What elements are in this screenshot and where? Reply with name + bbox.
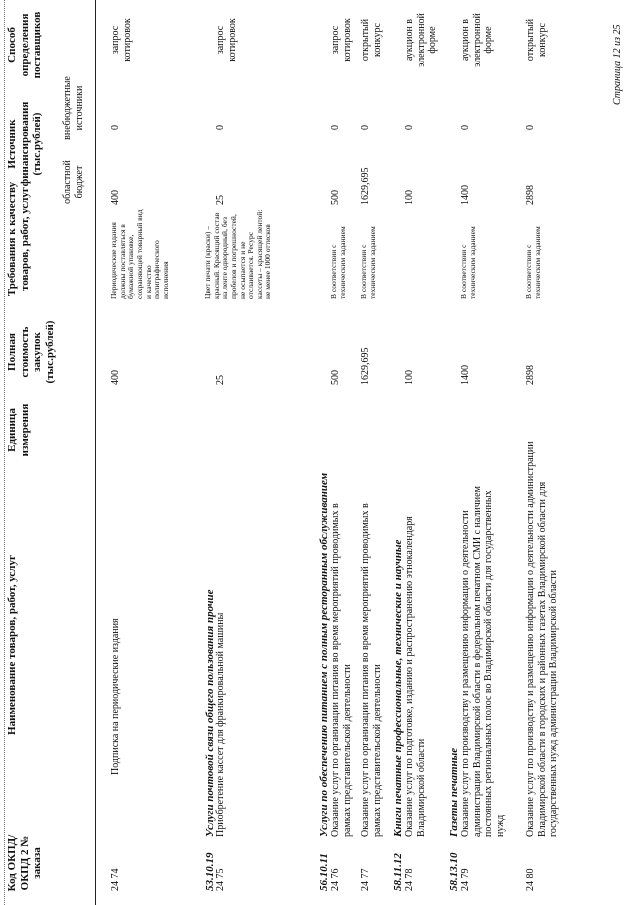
row-extra: 0 bbox=[215, 125, 226, 130]
section-code: 58.11.12 bbox=[392, 853, 404, 891]
row-name: Оказание услуг по производству и размещению информации о деятельности администрации Владимирской области в городских и районных газетах Владимирской области для государственных нужд администрации Владимирской области bbox=[525, 441, 559, 837]
header-funding: Источник финансирования (тыс.рублей) bbox=[6, 101, 44, 187]
row-requirements: Периодические издания должны поставляться в бумажной упаковке, сохраняющей товарный вид и качество полиграфического исполнения bbox=[109, 209, 170, 299]
header-extra: внебюджетные источники bbox=[62, 76, 85, 140]
header-requirements: Требования к качеству товаров, работ, услуг bbox=[6, 181, 31, 297]
section-title: Газеты печатные bbox=[448, 747, 460, 837]
header-total: Полная стоимость закупок (тыс.рублей) bbox=[6, 320, 56, 384]
row-total: 2898 bbox=[525, 365, 536, 385]
row-regional: 25 bbox=[215, 195, 226, 205]
row-code: 24 79 bbox=[460, 868, 471, 891]
row-total: 1629,695 bbox=[360, 347, 371, 385]
row-requirements: В соответствии с техническим заданием bbox=[329, 226, 347, 299]
row-requirements: В соответствии с техническим заданием bbox=[459, 226, 477, 299]
row-method: аукцион в электронной форме bbox=[404, 13, 438, 67]
row-method: запрос котировок bbox=[330, 18, 353, 62]
header-name: Наименование товаров, работ, услуг bbox=[6, 555, 18, 735]
section-title: Услуги почтовой связи общего пользования прочие bbox=[204, 589, 216, 837]
row-extra: 0 bbox=[360, 125, 371, 130]
row-total: 1400 bbox=[460, 365, 471, 385]
row-requirements: Цвет печати (краски) – красный. Красящий состав на ленте однородный, без пробелов и погрешностей, не осыпается и не отслаивается. Ресурс кассеты – красящей лентой: не менее 1000 оттисков bbox=[203, 209, 273, 299]
row-name: Оказание услуг по организации питания во время мероприятий проводимых в рамках представительской деятельности bbox=[330, 503, 353, 837]
row-name: Приобретение кассет для франкировальной машины bbox=[215, 612, 226, 837]
section-title: Книги печатные профессиональные, технические и научные bbox=[392, 539, 404, 837]
row-regional: 1629,695 bbox=[360, 167, 371, 205]
row-requirements: В соответствии с техническим заданием bbox=[359, 226, 377, 299]
row-name: Оказание услуг по подготовке, изданию и распространению этнокалендаря Владимирской области bbox=[404, 516, 427, 837]
row-total: 25 bbox=[215, 375, 226, 385]
row-code: 24 77 bbox=[360, 868, 371, 891]
header-top-rule bbox=[4, 0, 5, 905]
row-name: Подписка на периодические издания bbox=[110, 618, 121, 775]
row-code: 24 80 bbox=[525, 868, 536, 891]
row-regional: 1400 bbox=[460, 185, 471, 205]
row-regional: 100 bbox=[404, 190, 415, 205]
row-extra: 0 bbox=[404, 125, 415, 130]
row-total: 400 bbox=[110, 370, 121, 385]
row-method: запрос котировок bbox=[215, 18, 238, 62]
header-method: Способ определения поставщиков bbox=[6, 11, 44, 79]
header-unit: Единица измерения bbox=[6, 403, 31, 457]
row-code: 24 78 bbox=[404, 868, 415, 891]
row-regional: 400 bbox=[110, 190, 121, 205]
row-extra: 0 bbox=[525, 125, 536, 130]
row-extra: 0 bbox=[330, 125, 341, 130]
header-regional: областной бюджет bbox=[62, 160, 85, 204]
row-method: открытый конкурс bbox=[360, 18, 383, 62]
row-method: запрос котировок bbox=[110, 18, 133, 62]
row-requirements: В соответствии с техническим заданием bbox=[524, 226, 542, 299]
header-bottom-rule bbox=[95, 0, 96, 905]
section-code: 58.13.10 bbox=[448, 852, 460, 891]
row-name: Оказание услуг по производству и размещению информации о деятельности администрации Владимирской области в федеральном печатном СМИ с наличием постоянных региональных полос во Владимирской области для государственных нужд bbox=[460, 486, 506, 837]
row-code: 24 74 bbox=[110, 868, 121, 891]
page-number: Страница 12 из 25 bbox=[612, 24, 623, 105]
section-title: Услуги по обеспечению питанием с полным ресторанным обслуживанием bbox=[318, 472, 330, 837]
section-code: 53.10.19 bbox=[204, 852, 216, 891]
row-code: 24 75 bbox=[215, 868, 226, 891]
row-method: аукцион в электронной форме bbox=[460, 13, 494, 67]
row-extra: 0 bbox=[110, 125, 121, 130]
row-method: открытый конкурс bbox=[525, 18, 548, 62]
row-regional: 500 bbox=[330, 190, 341, 205]
header-code: Код ОКПД/ ОКПД 2 № заказа bbox=[6, 834, 44, 892]
row-total: 500 bbox=[330, 370, 341, 385]
row-extra: 0 bbox=[460, 125, 471, 130]
row-name: Оказание услуг по организации питания во время мероприятий проводимых в рамках представительской деятельности bbox=[360, 503, 383, 837]
row-code: 24 76 bbox=[330, 868, 341, 891]
section-code: 56.10.11 bbox=[318, 853, 330, 891]
row-total: 100 bbox=[404, 370, 415, 385]
row-regional: 2898 bbox=[525, 185, 536, 205]
